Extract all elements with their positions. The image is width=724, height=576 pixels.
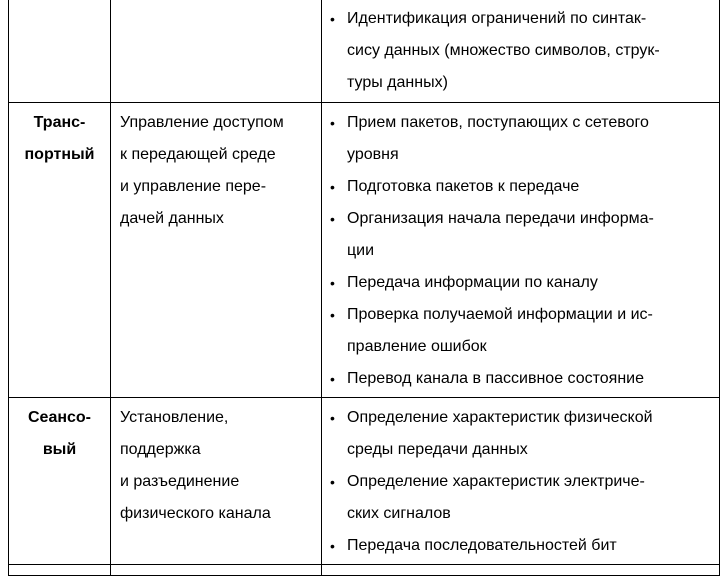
layer-name — [9, 103, 110, 171]
layer-cell — [9, 398, 111, 565]
empty-cell — [9, 565, 111, 576]
function-line: и управление пере- — [120, 178, 267, 195]
function-line: физического канала — [120, 505, 271, 522]
list-item-line: Передача информации по каналу — [347, 274, 598, 291]
items-list — [322, 103, 719, 397]
list-item-line: Проверка получаемой информации и ис- — [347, 306, 653, 323]
function-line: к передающей среде — [120, 146, 276, 163]
list-item — [329, 3, 713, 99]
function-description — [111, 398, 321, 530]
bullet-icon: • — [330, 11, 335, 27]
items-cell — [322, 103, 720, 398]
list-item-line: ских сигналов — [347, 505, 451, 522]
table-row — [9, 103, 720, 398]
function-cell — [111, 103, 322, 398]
list-item-line: сису данных (множество символов, струк- — [347, 42, 660, 59]
list-item-line: Организация начала передачи информа- — [347, 210, 654, 227]
layer-name-line: портный — [24, 146, 95, 163]
list-item-line: Перевод канала в пассивное состояние — [347, 370, 644, 387]
bullet-icon: • — [330, 211, 335, 227]
list-item — [329, 203, 713, 267]
list-item — [329, 530, 713, 562]
list-item — [329, 402, 713, 466]
layer-name-line: Сеансо- — [27, 409, 91, 426]
list-item — [329, 171, 713, 203]
function-line: и разъединение — [120, 473, 240, 490]
list-item — [329, 299, 713, 363]
list-item-line: Передача последовательностей бит — [347, 537, 617, 554]
list-item — [329, 267, 713, 299]
items-cell — [322, 398, 720, 565]
function-cell — [111, 398, 322, 565]
function-cell — [111, 0, 322, 103]
table-row — [9, 0, 720, 103]
list-item — [329, 466, 713, 530]
bullet-icon: • — [330, 371, 335, 387]
list-item — [329, 107, 713, 171]
function-description — [111, 0, 321, 3]
layer-cell — [9, 103, 111, 398]
list-item-line: среды передачи данных — [347, 441, 528, 458]
bullet-icon: • — [330, 307, 335, 323]
bullet-icon: • — [330, 538, 335, 554]
list-item-line: Идентификация ограничений по синтак- — [347, 10, 647, 27]
bullet-icon: • — [330, 474, 335, 490]
layer-name-line: вый — [42, 441, 77, 458]
function-line: дачей данных — [120, 210, 224, 227]
list-item-line: Определение характеристик электриче- — [347, 473, 645, 490]
layer-name — [9, 398, 110, 466]
function-line: Управление доступом — [120, 114, 284, 131]
list-item-line: Подготовка пакетов к передаче — [347, 178, 580, 195]
layer-name-line: Транс- — [33, 114, 86, 131]
table-row — [9, 565, 720, 576]
table-row — [9, 398, 720, 565]
function-line: Установление, — [120, 409, 229, 426]
list-item-line: ции — [347, 242, 375, 259]
items-cell — [322, 0, 720, 103]
list-item — [329, 363, 713, 395]
bullet-icon: • — [330, 410, 335, 426]
list-item-line: уровня — [347, 146, 399, 163]
items-list — [322, 0, 719, 101]
list-item-line: Определение характеристик физической — [347, 409, 653, 426]
list-item-line: правление ошибок — [347, 338, 487, 355]
function-line: поддержка — [120, 441, 201, 458]
function-description — [111, 103, 321, 235]
empty-cell — [322, 565, 720, 576]
osi-layers-table — [8, 0, 720, 576]
list-item-line: туры данных) — [347, 74, 448, 91]
bullet-icon: • — [330, 115, 335, 131]
bullet-icon: • — [330, 179, 335, 195]
items-list — [322, 398, 719, 564]
bullet-icon: • — [330, 275, 335, 291]
layer-cell — [9, 0, 111, 103]
list-item-line: Прием пакетов, поступающих с сетевого — [347, 114, 649, 131]
empty-cell — [111, 565, 322, 576]
layer-name — [9, 0, 110, 3]
